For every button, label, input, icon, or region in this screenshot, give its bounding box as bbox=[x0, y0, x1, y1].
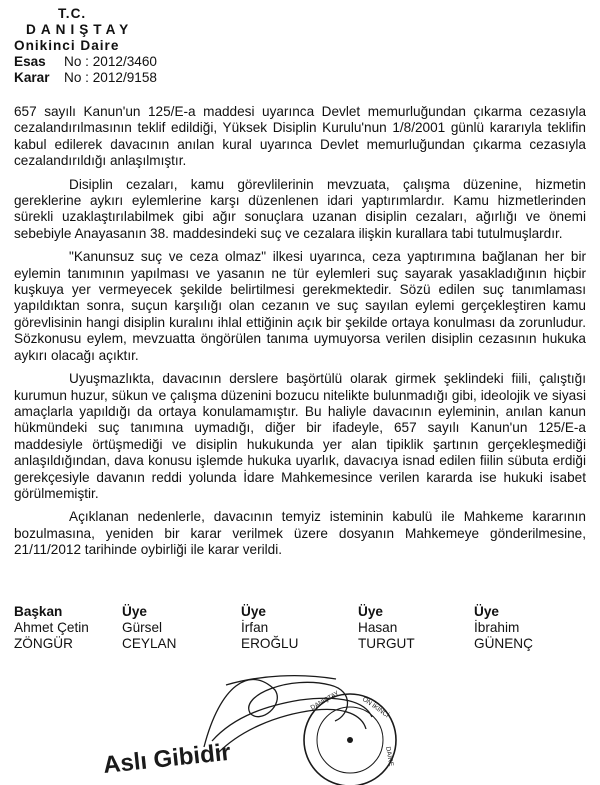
signature-surname: CEYLAN bbox=[122, 636, 177, 651]
signature-member-3 bbox=[358, 604, 415, 652]
signature-surname: ZÖNGÜR bbox=[14, 636, 73, 651]
signature-member-4 bbox=[474, 604, 533, 652]
karar-label: Karar bbox=[14, 70, 50, 85]
signature-role: Üye bbox=[358, 604, 383, 619]
karar-row bbox=[14, 70, 157, 86]
signature-first-name: Ahmet Çetin bbox=[14, 620, 89, 635]
signature-role: Üye bbox=[241, 604, 266, 619]
paragraph-5: Açıklanan nedenlerle, davacının temyiz isteminin kabulü ile Mahkeme kararının bozulmasına, yeniden bir karar verilmek üzere dosyanın Mahkemeye gönderilmesine, 21/11/2012 tarihinde oybirliği ile karar verildi. bbox=[14, 509, 586, 558]
paragraph-3: "Kanunsuz suç ve ceza olmaz" ilkesi uyarınca, ceza yaptırımına bağlanan her bir eylemin tanımının yapılması ve yasanın ne tür eylemleri suç sayarak yasakladığının hiçbir kuşkuya yer vermeyecek şekilde belirtilmesi gerekmektedir. Sözü edilen suç tanımlaması yapıldıktan sonra, suçun karşılığı olan cezanın ve suç sayılan eylemi gerçekleştiren kamu görevlisinin hangi disiplin kuralını ihlal ettiğinin açık bir şekilde ortaya konulması da zorunludur. Sözkonusu eylem, mevzuatta öngörülen tanıma uymuyorsa verilen disiplin cezasının hukuka aykırı olacağı açıktır. bbox=[14, 249, 586, 363]
paragraph-4: Uyuşmazlıkta, davacının derslere başörtülü olarak girmek şeklindeki fiili, çalıştığı kurumun huzur, sükun ve çalışma düzenini bozucu nitelikte bulunmadığı gibi, ideolojik ve siyasi amaçlarla yapıldığı da ortaya konulamamıştır. Bu haliyle davacının eyleminin, anılan kanun hükmündeki suç tanımına uymadığı, diğer bir ifadeyle, 657 sayılı Kanun'un 125/E-a maddesiyle örtüşmediği ve disiplin hukukunda yer alan tipiklik şartının gerçekleşmediği anlaşıldığından, dava konusu işlemde hukuka uyarlık, davacıya isnad edilen fiilin sübuta erdiği gerekçesiyle davanın reddi yolunda İdare Mahkemesince verilen kararda ise hukuki isabet görülmemiştir. bbox=[14, 371, 586, 501]
document-body bbox=[14, 104, 586, 566]
esas-row bbox=[14, 54, 157, 70]
svg-text:DANIŞTAY: DANIŞTAY bbox=[309, 689, 341, 712]
signature-member-1 bbox=[122, 604, 176, 652]
certified-copy-stamp bbox=[100, 655, 460, 785]
court-name: DANIŞTAY bbox=[26, 22, 134, 37]
signature-first-name: İbrahim bbox=[474, 620, 520, 635]
handwritten-certification-icon: Aslı Gibidir bbox=[101, 738, 232, 779]
document-header bbox=[14, 6, 157, 86]
paragraph-2: Disiplin cezaları, kamu görevlilerinin mevzuata, çalışma düzenine, hizmetin gereklerine aykırı eylemlerine karşı düzenlenen idari yaptırımlardır. Kamu hizmetlerinden sürekli uzaklaştırılabilmek gibi ağır sonuçlara uzanan disiplin cezaları, ağırlığı ve önemi sebebiyle Anayasanın 38. maddesindeki suç ve cezalara ilişkin kurallara tabi tutulmuşlardır. bbox=[14, 176, 586, 241]
round-seal-icon bbox=[304, 690, 396, 785]
signature-surname: GÜNENÇ bbox=[474, 636, 533, 651]
chamber-name: Onikinci Daire bbox=[14, 38, 120, 53]
signature-president bbox=[14, 604, 89, 652]
signature-role: Üye bbox=[474, 604, 499, 619]
republic-abbreviation: T.C. bbox=[58, 6, 87, 21]
esas-number: No : 2012/3460 bbox=[64, 54, 157, 69]
paragraph-1: 657 sayılı Kanun'un 125/E-a maddesi uyarınca Devlet memurluğundan çıkarma cezasıyla cezalandırılmasının teklif edildiği, Yüksek Disiplin Kurulu'nun 1/8/2001 günlü kararıyla teklifin kabul edilerek davacının anılan kural uyarınca Devlet memurluğundan çıkarma cezasıyla cezalandırıldığı anlaşılmıştır. bbox=[14, 104, 586, 169]
karar-number: No : 2012/9158 bbox=[64, 70, 157, 85]
signature-surname: TURGUT bbox=[358, 636, 415, 651]
signature-first-name: Hasan bbox=[358, 620, 398, 635]
svg-text:ON İKİNCİ: ON İKİNCİ bbox=[360, 695, 391, 720]
signature-surname: EROĞLU bbox=[241, 636, 299, 651]
signature-role: Başkan bbox=[14, 604, 63, 619]
esas-label: Esas bbox=[14, 54, 46, 69]
svg-text:DAİRE: DAİRE bbox=[384, 746, 395, 767]
signature-first-name: İrfan bbox=[241, 620, 269, 635]
signature-first-name: Gürsel bbox=[122, 620, 163, 635]
signature-member-2 bbox=[241, 604, 298, 652]
signature-role: Üye bbox=[122, 604, 147, 619]
